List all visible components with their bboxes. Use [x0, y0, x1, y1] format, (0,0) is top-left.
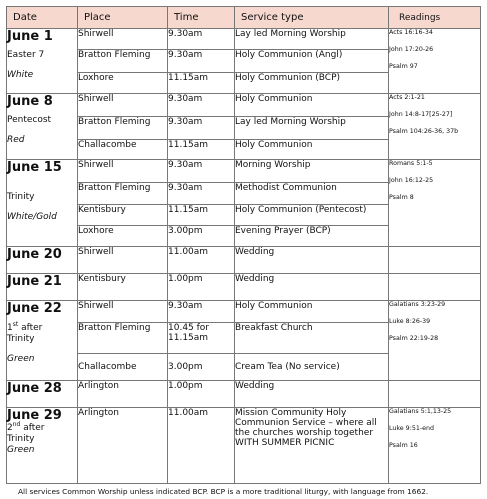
place-cell: Challacombe — [78, 354, 168, 380]
reading: Galatians 3:23-29 — [389, 301, 446, 309]
table-row — [7, 247, 481, 274]
time-cell: 9.30am — [168, 116, 235, 139]
time-cell: 11.15am — [168, 72, 235, 93]
service-date: June 1 — [7, 29, 53, 44]
readings-cell — [389, 407, 481, 483]
service-type-cell: Morning Worship — [235, 160, 389, 183]
date-cell — [7, 160, 78, 247]
table-row — [7, 407, 481, 483]
service-date: June 22 — [7, 301, 62, 317]
header-place: Place — [78, 7, 168, 29]
readings-cell — [389, 380, 481, 407]
place-cell: Kentisbury — [78, 274, 168, 301]
service-type-cell: Holy Communion — [235, 301, 389, 323]
reading: Psalm 97 — [389, 63, 418, 70]
place-cell: Challacombe — [78, 139, 168, 160]
readings-cell — [389, 274, 481, 301]
service-date: June 28 — [7, 380, 62, 396]
table-row — [7, 380, 481, 407]
place-cell: Shirwell — [78, 93, 168, 116]
header-service-type: Service type — [235, 7, 389, 29]
reading: John 16:12-25 — [389, 177, 434, 185]
service-type-cell: Breakfast Church — [235, 323, 389, 354]
liturgical-colour: Green — [7, 444, 35, 455]
time-cell: 9.30am — [168, 49, 235, 72]
reading: John 14:8-17[25-27] — [389, 110, 453, 118]
occasion: 2nd after — [7, 420, 45, 433]
occasion: Trinity — [7, 192, 35, 203]
service-schedule-table — [6, 6, 481, 484]
occasion-line-2: Trinity — [7, 334, 35, 345]
place-cell: Bratton Fleming — [78, 323, 168, 354]
time-cell: 11.15am — [168, 139, 235, 160]
place-cell: Shirwell — [78, 160, 168, 183]
reading: Luke 9:51-end — [389, 424, 434, 432]
service-type-cell — [235, 407, 389, 483]
reading: Acts 16:16-34 — [389, 29, 433, 36]
table-row — [7, 93, 481, 116]
time-cell: 1.00pm — [168, 380, 235, 407]
time-cell: 9.30am — [168, 301, 235, 323]
place-cell: Shirwell — [78, 247, 168, 274]
date-cell — [7, 247, 78, 274]
readings-cell — [389, 247, 481, 274]
reading: Romans 5:1-5 — [389, 160, 433, 168]
occasion: Pentecost — [7, 114, 52, 125]
time-cell: 11.00am — [168, 407, 235, 483]
time-cell: 3.00pm — [168, 226, 235, 247]
service-type-cell: Holy Communion — [235, 93, 389, 116]
service-type-cell: Wedding — [235, 274, 389, 301]
service-type-cell: Wedding — [235, 247, 389, 274]
time-cell: 9.30am — [168, 29, 235, 50]
reading: Acts 2:1-21 — [389, 93, 425, 101]
time-cell: 1.00pm — [168, 274, 235, 301]
liturgical-colour: Green — [7, 354, 35, 365]
header-row — [7, 7, 481, 29]
table-row — [7, 29, 481, 50]
place-cell: Shirwell — [78, 29, 168, 50]
readings-cell — [389, 93, 481, 160]
time-cell: 11.15am — [168, 205, 235, 226]
service-type-cell: Holy Communion (Angl) — [235, 49, 389, 72]
reading: Galatians 5:1,13-25 — [389, 407, 452, 415]
footnote: All services Common Worship unless indicated BCP. BCP is a more traditional liturgy, with language from 1662. — [18, 487, 429, 496]
place-cell: Bratton Fleming — [78, 116, 168, 139]
place-cell: Loxhore — [78, 72, 168, 93]
reading: John 17:20-26 — [389, 46, 434, 53]
time-cell: 9.30am — [168, 93, 235, 116]
service-type-cell: Holy Communion (Pentecost) — [235, 205, 389, 226]
place-cell: Shirwell — [78, 301, 168, 323]
occasion: 1st after — [7, 321, 43, 334]
place-cell: Arlington — [78, 380, 168, 407]
place-cell: Bratton Fleming — [78, 183, 168, 205]
place-cell: Kentisbury — [78, 205, 168, 226]
header-readings: Readings — [389, 7, 481, 29]
readings-cell — [389, 160, 481, 247]
date-cell — [7, 93, 78, 160]
table-row — [7, 274, 481, 301]
reading: Luke 8:26-39 — [389, 318, 431, 326]
date-cell — [7, 274, 78, 301]
service-date: June 29 — [7, 407, 62, 423]
table-row — [7, 160, 481, 183]
time-cell: 11.00am — [168, 247, 235, 274]
service-date: June 21 — [7, 274, 62, 290]
readings-cell — [389, 301, 481, 380]
readings-cell — [389, 29, 481, 94]
place-cell: Arlington — [78, 407, 168, 483]
liturgical-colour: Red — [7, 134, 25, 145]
service-type-cell: Holy Communion (BCP) — [235, 72, 389, 93]
time-cell: 10.45 for 11.15am — [168, 323, 235, 354]
date-cell — [7, 29, 78, 94]
service-note: WITH SUMMER PICNIC — [235, 437, 335, 448]
reading: Psalm 8 — [389, 194, 414, 202]
service-type-cell: Lay led Morning Worship — [235, 29, 389, 50]
service-date: June 20 — [7, 247, 62, 263]
service-date: June 15 — [7, 160, 62, 176]
place-cell: Bratton Fleming — [78, 49, 168, 72]
service-type-cell: Evening Prayer (BCP) — [235, 226, 389, 247]
service-type-cell: Wedding — [235, 380, 389, 407]
service-type-cell: Lay led Morning Worship — [235, 116, 389, 139]
date-cell — [7, 301, 78, 380]
occasion: Easter 7 — [7, 50, 45, 60]
time-cell: 3.00pm — [168, 354, 235, 380]
header-time: Time — [168, 7, 235, 29]
service-type-cell: Methodist Communion — [235, 183, 389, 205]
service-date: June 8 — [7, 93, 53, 109]
liturgical-colour: White/Gold — [7, 212, 57, 223]
reading: Psalm 16 — [389, 441, 418, 449]
date-cell — [7, 407, 78, 483]
place-cell: Loxhore — [78, 226, 168, 247]
reading: Psalm 104:26-36, 37b — [389, 127, 459, 135]
table-row — [7, 301, 481, 323]
liturgical-colour: White — [7, 70, 34, 80]
reading: Psalm 22:19-28 — [389, 335, 439, 343]
header-date: Date — [7, 7, 78, 29]
service-type-cell: Holy Communion — [235, 139, 389, 160]
service-description: Mission Community Holy Communion Service – where all the churches worship together — [235, 407, 377, 438]
time-cell: 9.30am — [168, 183, 235, 205]
time-cell: 9.30am — [168, 160, 235, 183]
date-cell — [7, 380, 78, 407]
service-type-cell: Cream Tea (No service) — [235, 354, 389, 380]
occasion-line-2: Trinity — [7, 433, 35, 444]
